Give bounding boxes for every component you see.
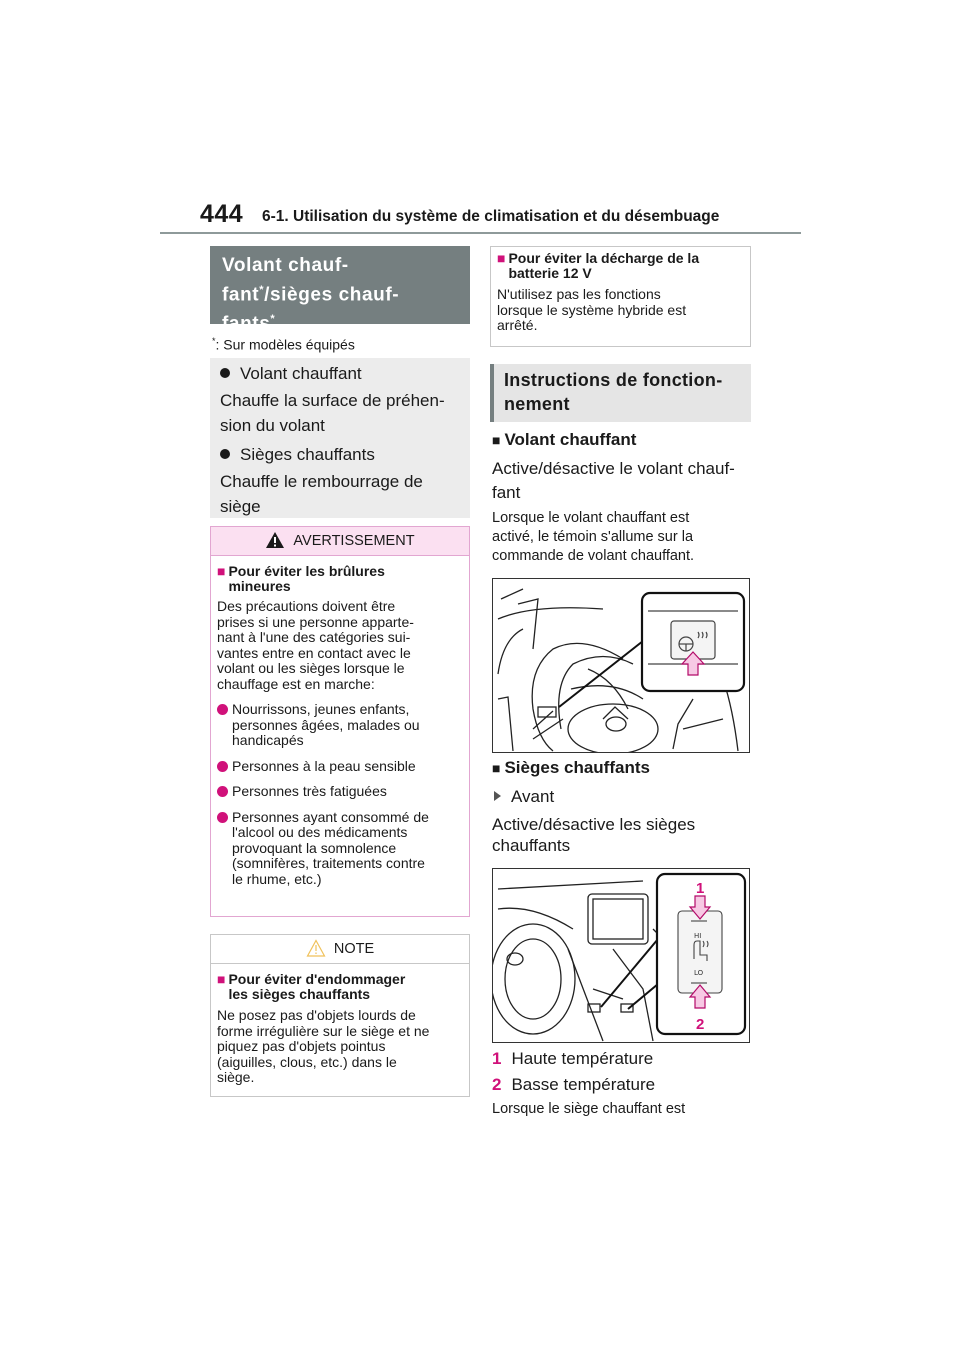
intro-box [210,358,470,518]
body-line: (aiguilles, clous, etc.) dans le [217,1053,397,1070]
intro-text: Chauffe le rembourrage de [220,472,423,491]
seats-note: Lorsque le siège chauffant est [492,1101,686,1117]
section-title-part: fants [222,313,271,335]
body-line: volant ou les sièges lorsque le [217,660,405,676]
steering-wheel-illustration [493,579,749,752]
asterisk: * [259,284,265,296]
body-line: prises si une personne apparte- [217,613,414,630]
intro-heading: Sièges chauffants [240,445,375,464]
asterisk: * [212,336,216,346]
legend-number: 1 [492,1049,502,1068]
section-title [222,254,458,337]
heading-text: Sièges chauffants [504,758,650,777]
battery-body [497,287,744,334]
legend-item-2 [492,1072,655,1097]
section-title-part: fant [222,284,260,306]
warning-header [211,527,469,556]
wheel-heading [492,430,636,450]
wheel-note [492,509,694,566]
warning-bullet [217,702,463,749]
body-line: Des précautions doivent être [217,598,396,614]
warning-title: AVERTISSEMENT [293,533,415,549]
heading-line: les sièges chauffants [228,986,371,1002]
heading-text: Volant chauffant [504,430,637,449]
section-title-box [210,246,470,335]
title-line: nement [504,394,570,414]
seats-text: Active/désactive les sièges [492,815,696,834]
title-line: Instructions de fonction- [504,370,723,390]
legend-text: Basse température [511,1075,656,1094]
intro-text: Chauffe la surface de préhen- [220,391,445,410]
bullet-icon [217,786,228,797]
bullet-icon [220,449,230,459]
body-line: handicapés [232,732,304,748]
square-bullet-icon: ■ [497,250,506,266]
seats-heading [492,758,650,778]
page-number: 444 [200,200,244,228]
body-line: provoquant la somnolence [232,839,397,856]
intro-item-seats [220,442,460,467]
body-line: l'alcool ou des médicaments [232,824,408,840]
body-line: personnes âgées, malades ou [232,716,420,733]
body-line: Lorsque le volant chauffant est [492,510,690,526]
body-line: siège. [217,1069,255,1085]
steering-wheel-figure [492,578,750,753]
triangle-bullet-icon [494,791,501,801]
body-line: nant à l'une des catégories sui- [217,629,411,645]
body-line: chauffage est en marche: [217,675,375,692]
seat-heater-figure [492,868,750,1043]
heading-line: batterie 12 V [508,265,592,281]
body-line: forme irrégulière sur le siège et ne [217,1022,430,1039]
heading-line: mineures [228,578,291,594]
note-heading [217,972,463,1002]
lo-label: LO [694,969,704,977]
body-line: Personnes à la peau sensible [232,757,416,774]
intro-heading: Volant chauffant [240,364,362,383]
section-title-part: Volant chauf- [222,255,349,276]
body-line: Personnes ayant consommé de [232,808,429,825]
chapter-title: 6-1. Utilisation du système de climatisation et du désembuage [262,208,720,225]
note-header [211,935,469,964]
bullet-icon [217,812,228,823]
seats-subheading [494,784,554,809]
body-line: Personnes très fatiguées [232,783,387,799]
heading-line: Pour éviter d'endommager [228,971,406,987]
callout-1: 1 [696,880,705,897]
instructions-title [504,368,741,416]
battery-heading [497,251,744,281]
footnote [212,336,355,353]
wheel-text: Active/désactive le volant chauf- [492,459,735,478]
heading-line: Pour éviter la décharge de la [508,250,700,266]
battery-box [490,246,751,347]
square-bullet-icon: ■ [217,563,226,579]
intro-text: sion du volant [220,416,325,435]
asterisk: * [270,313,276,326]
legend-item-1 [492,1046,653,1071]
bullet-icon [217,704,228,715]
square-bullet-icon: ■ [492,432,501,448]
body-line: vantes entre en contact avec le [217,644,411,661]
warning-icon [265,531,285,549]
seat-heater-illustration [493,869,749,1042]
body-line: Ne posez pas d'objets lourds de [217,1007,416,1023]
legend-text: Haute température [511,1049,654,1068]
body-line: piquez pas d'objets pointus [217,1038,386,1054]
body-line: commande de volant chauffant. [492,548,695,564]
warning-body [217,599,463,692]
footnote-text: : Sur modèles équipés [215,336,355,353]
body-line: Nourrissons, jeunes enfants, [232,701,410,717]
heading-line: Pour éviter les brûlures [228,563,385,579]
note-title: NOTE [333,941,375,957]
instructions-title-box [490,364,751,422]
body-line: N'utilisez pas les fonctions [497,286,661,302]
body-line: arrêté. [497,317,538,333]
intro-item-wheel [220,361,460,386]
square-bullet-icon: ■ [492,760,501,776]
warning-bullet [217,784,463,800]
section-title-part: /sièges chauf- [264,284,400,306]
body-line: le rhume, etc.) [232,870,322,887]
callout-2: 2 [696,1016,705,1033]
legend-number: 2 [492,1075,502,1094]
intro-text: siège [220,497,261,516]
body-line: lorsque le système hybride est [497,301,687,318]
square-bullet-icon: ■ [217,971,226,987]
note-body [217,1008,463,1086]
body-line: activé, le témoin s'allume sur la [492,529,694,545]
caution-icon [306,939,326,957]
warning-heading [217,564,463,594]
warning-bullet [217,810,463,888]
warning-box [210,526,470,917]
note-box [210,934,470,1097]
header-rule [160,232,801,234]
bullet-icon [220,368,230,378]
wheel-text: fant [492,483,521,502]
subheading-text: Avant [511,787,555,806]
warning-bullet [217,759,463,775]
body-line: (somnifères, traitements contre [232,855,425,871]
hi-label: HI [694,932,702,940]
seats-text: chauffants [492,836,571,855]
bullet-icon [217,761,228,772]
